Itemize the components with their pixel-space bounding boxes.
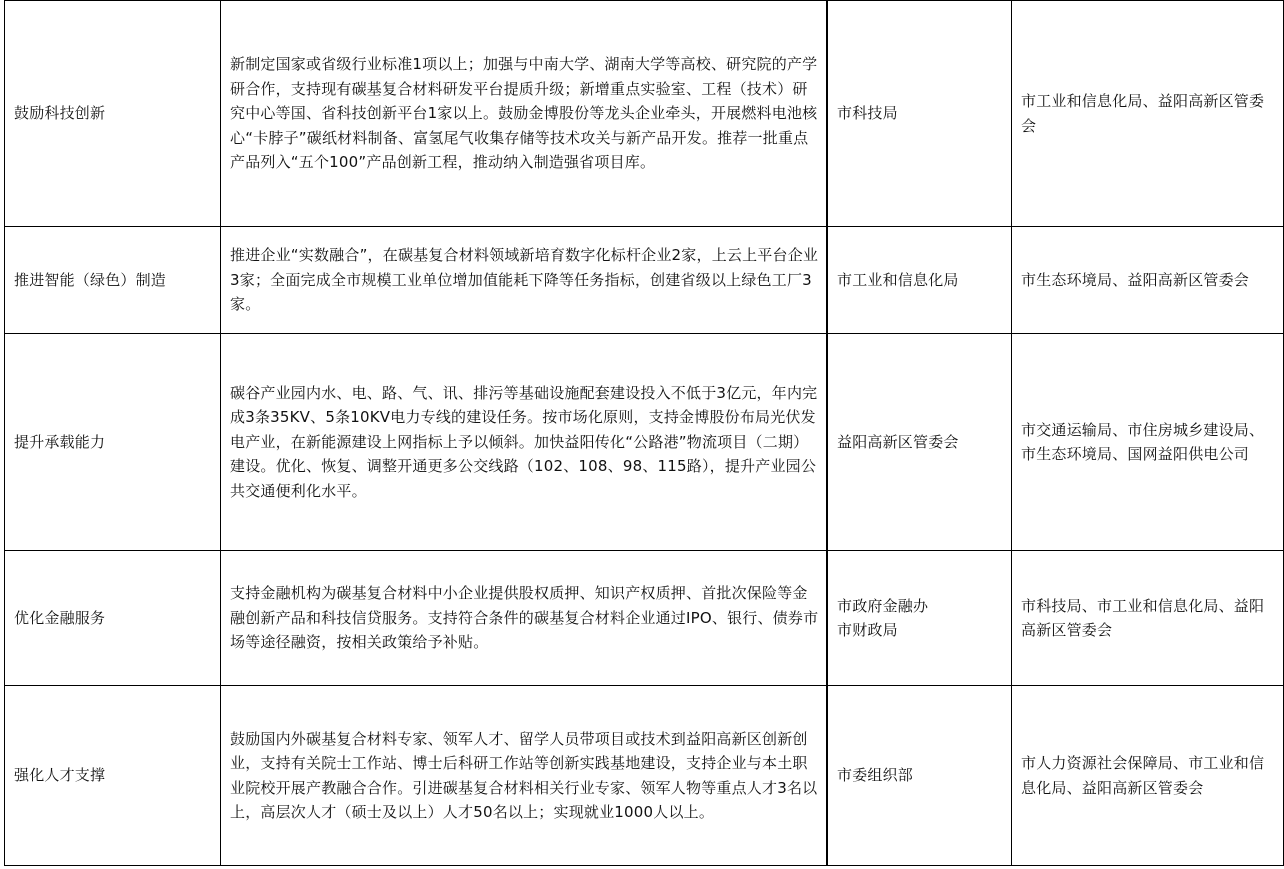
support-unit-cell xyxy=(1012,334,1284,551)
lead-unit-cell xyxy=(827,334,1012,551)
support-unit-cell xyxy=(1012,227,1284,334)
task-name: 推进智能（绿色）制造 xyxy=(14,270,167,289)
task-name-cell xyxy=(5,334,221,551)
task-content-cell xyxy=(221,227,828,334)
table-row xyxy=(5,1,1284,227)
task-content-cell xyxy=(221,551,828,686)
support-unit: 市交通运输局、市住房城乡建设局、市生态环境局、国网益阳供电公司 xyxy=(1021,420,1265,463)
lead-unit: 市委组织部 xyxy=(837,766,914,785)
lead-unit: 益阳高新区管委会 xyxy=(837,432,959,451)
support-unit: 市科技局、市工业和信息化局、益阳高新区管委会 xyxy=(1021,596,1265,639)
lead-unit: 市工业和信息化局 xyxy=(837,270,959,289)
task-name: 优化金融服务 xyxy=(14,608,106,627)
support-unit-cell xyxy=(1012,1,1284,227)
task-name: 提升承载能力 xyxy=(14,432,106,451)
support-unit-cell xyxy=(1012,686,1284,866)
table-row xyxy=(5,686,1284,866)
lead-unit-cell xyxy=(827,686,1012,866)
task-name-cell xyxy=(5,227,221,334)
support-unit: 市生态环境局、益阳高新区管委会 xyxy=(1021,270,1250,289)
task-name-cell xyxy=(5,686,221,866)
task-content: 碳谷产业园内水、电、路、气、讯、排污等基础设施配套建设投入不低于3亿元，年内完成3条35KV、5条10KV电力专线的建设任务。按市场化原则，支持金博股份布局光伏发电产业，在新能源建设上网指标上予以倾斜。加快益阳传化“公路港”物流项目（二期）建设。优化、恢复、调整开通更多公交线路（102、108、98、115路），提升产业园公共交通便利化水平。 xyxy=(230,383,818,500)
task-content: 鼓励国内外碳基复合材料专家、领军人才、留学人员带项目或技术到益阳高新区创新创业，支持有关院士工作站、博士后科研工作站等创新实践基地建设，支持企业与本土职业院校开展产教融合合作。引进碳基复合材料相关行业专家、领军人物等重点人才3名以上，高层次人才（硕士及以上）人才50名以上；实现就业1000人以上。 xyxy=(230,729,818,821)
support-unit: 市工业和信息化局、益阳高新区管委会 xyxy=(1021,92,1265,135)
task-content-cell xyxy=(221,1,828,227)
task-name-cell xyxy=(5,551,221,686)
task-content: 推进企业“实数融合”，在碳基复合材料领域新培育数字化标杆企业2家，上云上平台企业3家；全面完成全市规模工业单位增加值能耗下降等任务指标，创建省级以上绿色工厂3家。 xyxy=(230,246,819,314)
task-content-cell xyxy=(221,334,828,551)
lead-unit-cell xyxy=(827,551,1012,686)
support-unit-cell xyxy=(1012,551,1284,686)
task-name: 鼓励科技创新 xyxy=(14,104,106,123)
table-row xyxy=(5,334,1284,551)
task-name: 强化人才支撑 xyxy=(14,766,106,785)
lead-unit: 市科技局 xyxy=(837,104,898,123)
task-table xyxy=(4,0,1284,866)
task-content: 新制定国家或省级行业标准1项以上；加强与中南大学、湖南大学等高校、研究院的产学研合作，支持现有碳基复合材料研发平台提质升级；新增重点实验室、工程（技术）研究中心等国、省科技创新平台1家以上。鼓励金博股份等龙头企业牵头，开展燃料电池核心“卡脖子”碳纸材料制备、富氢尾气收集存储等技术攻关与新产品开发。推荐一批重点产品列入“五个100”产品创新工程，推动纳入制造强省项目库。 xyxy=(230,55,818,172)
task-name-cell xyxy=(5,1,221,227)
lead-unit: 市政府金融办 市财政局 xyxy=(837,596,929,639)
lead-unit-cell xyxy=(827,1,1012,227)
task-content: 支持金融机构为碳基复合材料中小企业提供股权质押、知识产权质押、首批次保险等金融创新产品和科技信贷服务。支持符合条件的碳基复合材料企业通过IPO、银行、债券市场等途径融资，按相关政策给予补贴。 xyxy=(230,584,819,652)
task-content-cell xyxy=(221,686,828,866)
table-row xyxy=(5,227,1284,334)
support-unit: 市人力资源社会保障局、市工业和信息化局、益阳高新区管委会 xyxy=(1021,754,1265,797)
table-row xyxy=(5,551,1284,686)
lead-unit-cell xyxy=(827,227,1012,334)
